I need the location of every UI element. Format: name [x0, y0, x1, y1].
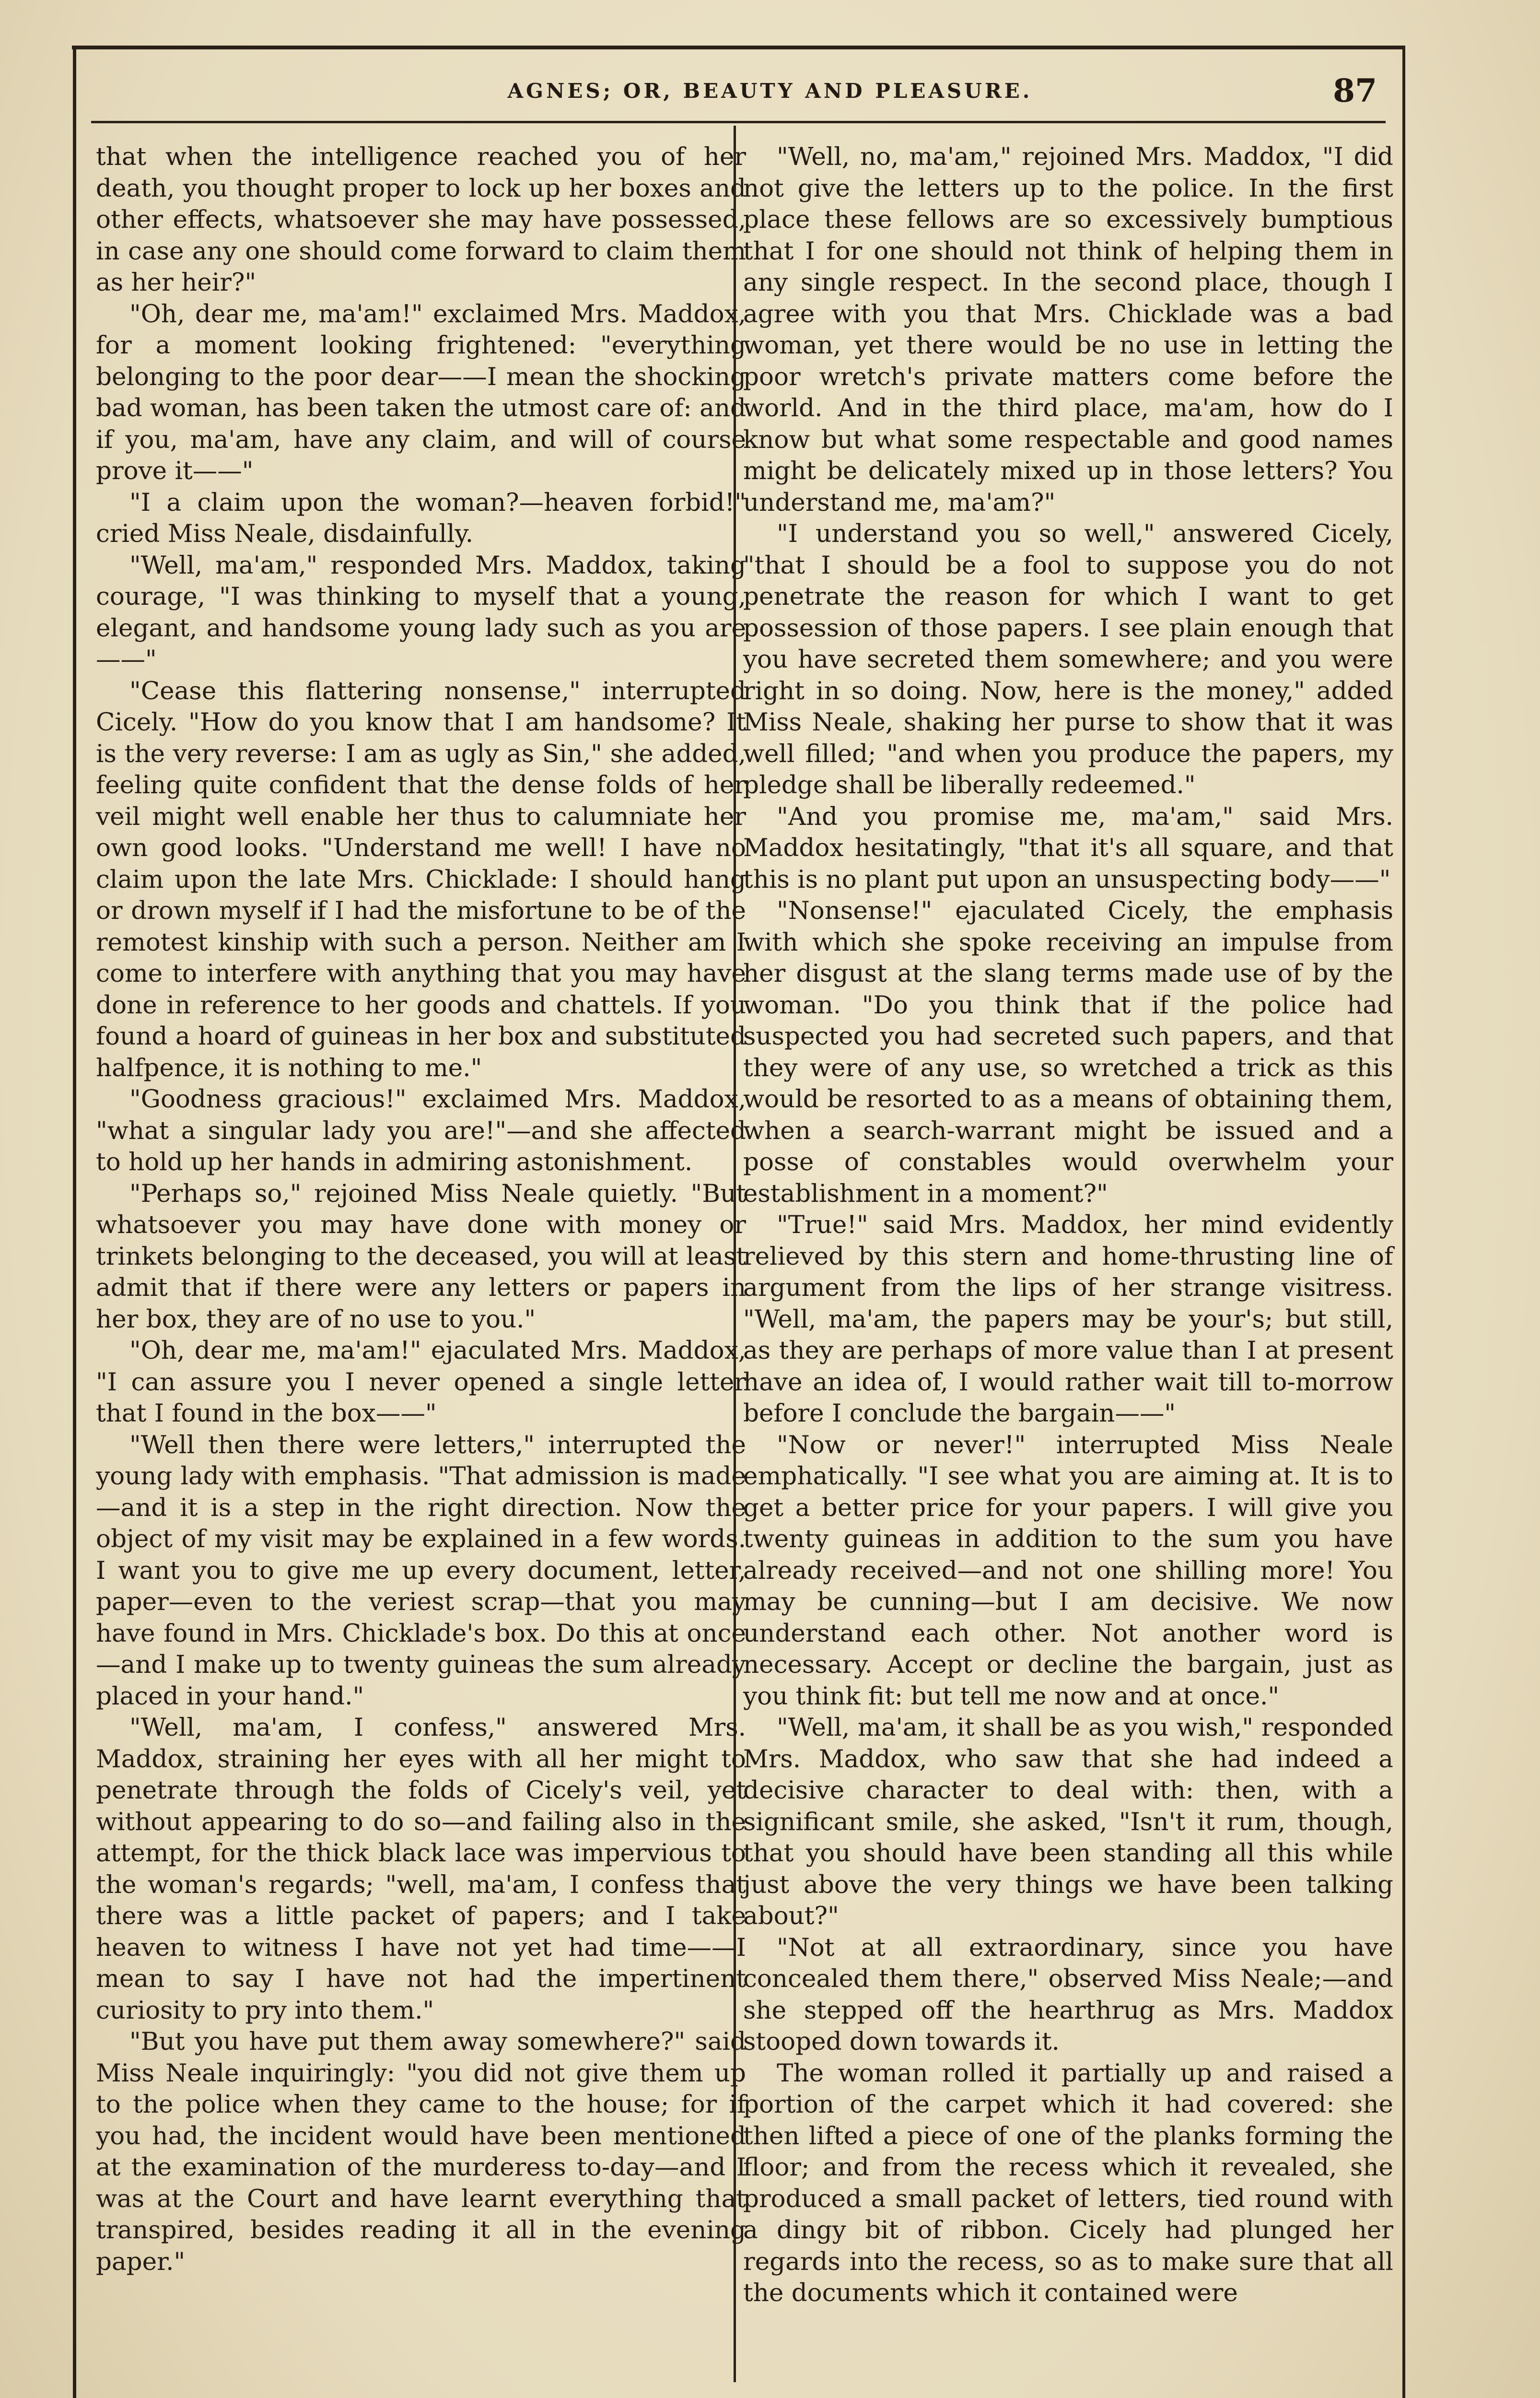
paragraph: "Goodness gracious!" exclaimed Mrs. Maddox, "what a singular lady you are!"—and she affected to hold up her hands in admiring astonishment. — [96, 1085, 746, 1176]
paragraph: "Well, no, ma'am," rejoined Mrs. Maddox, "I did not give the letters up to the police. In the first place these fellows are so excessively bumptious that I for one should not think of helping them in any single respect. In the second place, though I agree with you that Mrs. Chicklade was a bad woman, yet there would be no use in letting the poor wretch's private matters come before the world. And in the third place, ma'am, how do I know but what some respectable and good names might be delicately mixed up in those letters? You understand me, ma'am?" — [743, 142, 1393, 517]
paragraph: "True!" said Mrs. Maddox, her mind evidently relieved by this stern and home-thrusting line of argument from the lips of her strange visitress. "Well, ma'am, the papers may be your's; but still, as they are perhaps of more value than I at present have an idea of, I would rather wait till to-morrow before I conclude the bargain——" — [743, 1211, 1393, 1428]
paragraph: "Well, ma'am, it shall be as you wish," responded Mrs. Maddox, who saw that she had indeed a decisive character to deal with: then, with a significant smile, she asked, "Isn't it rum, though, that you should have been standing all this while just above the very things we have been talking about?" — [743, 1713, 1393, 1930]
paragraph: "I a claim upon the woman?—heaven forbid!" cried Miss Neale, disdainfully. — [96, 488, 746, 548]
paragraph: "Well, ma'am, I confess," answered Mrs. Maddox, straining her eyes with all her might to penetrate through the folds of Cicely's veil, yet without appearing to do so—and failing also in the attempt, for the thick black lace was impervious to the woman's regards; "well, ma'am, I confess that there was a little packet of papers; and I take heaven to witness I have not yet had time——I mean to say I have not had the impertinent curiosity to pry into them." — [96, 1713, 746, 2025]
paragraph: "And you promise me, ma'am," said Mrs. Maddox hesitatingly, "that it's all square, and that this is no plant put upon an unsuspecting body——" — [743, 802, 1393, 894]
left-rule — [73, 46, 76, 2398]
paragraph: "Nonsense!" ejaculated Cicely, the emphasis with which she spoke receiving an impulse from her disgust at the slang terms made use of by the woman. "Do you think that if the police had suspected you had secreted such papers, and that they were of any use, so wretched a trick as this would be resorted to as a means of obtaining them, when a search-warrant might be issued and a posse of constables would overwhelm your establishment in a moment?" — [743, 896, 1393, 1208]
paragraph: "Cease this flattering nonsense," interrupted Cicely. "How do you know that I am handsome? It is the very reverse: I am as ugly as Sin," she added, feeling quite confident that the dense folds of her veil might well enable her thus to calumniate her own good looks. "Understand me well! I have no claim upon the late Mrs. Chicklade: I should hang or drown myself if I had the misfortune to be of the remotest kinship with such a person. Neither am I come to interfere with anything that you may have done in reference to her goods and chattels. If you found a hoard of guineas in her box and substituted halfpence, it is nothing to me." — [96, 676, 746, 1082]
paragraph: "Well, ma'am," responded Mrs. Maddox, taking courage, "I was thinking to myself that a young, elegant, and handsome young lady such as you are——" — [96, 551, 746, 674]
page-number: 87 — [1333, 72, 1377, 109]
top-rule — [72, 46, 1405, 49]
right-column — [743, 141, 1393, 2309]
running-header: AGNES; OR, BEAUTY AND PLEASURE. — [507, 79, 1033, 103]
paragraph: "Perhaps so," rejoined Miss Neale quietly. "But whatsoever you may have done with money or trinkets belonging to the deceased, you will at least admit that if there were any letters or papers in her box, they are of no use to you." — [96, 1179, 746, 1334]
paragraph: that when the intelligence reached you of her death, you thought proper to lock up her boxes and other effects, whatsoever she may have possessed, in case any one should come forward to claim them as her heir?" — [96, 142, 746, 297]
paragraph: "Not at all extraordinary, since you have concealed them there," observed Miss Neale;—and she stepped off the hearthrug as Mrs. Maddox stooped down towards it. — [743, 1933, 1393, 2056]
header-rule — [91, 121, 1386, 123]
paragraph: "Now or never!" interrupted Miss Neale emphatically. "I see what you are aiming at. It is to get a better price for your papers. I will give you twenty guineas in addition to the sum you have already received—and not one shilling more! You may be cunning—but I am decisive. We now understand each other. Not another word is necessary. Accept or decline the bargain, just as you think fit: but tell me now and at once." — [743, 1430, 1393, 1711]
paragraph: The woman rolled it partially up and raised a portion of the carpet which it had covered: she then lifted a piece of one of the planks forming the floor; and from the recess which it revealed, she produced a small packet of letters, tied round with a dingy bit of ribbon. Cicely had plunged her regards into the recess, so as to make sure that all the documents which it contained were — [743, 2058, 1393, 2307]
left-column — [96, 141, 746, 2278]
right-rule — [1402, 46, 1405, 2398]
paragraph: "Oh, dear me, ma'am!" ejaculated Mrs. Maddox, "I can assure you I never opened a single letter that I found in the box——" — [96, 1336, 746, 1428]
paragraph: "But you have put them away somewhere?" said Miss Neale inquiringly: "you did not give them up to the police when they came to the house; for if you had, the incident would have been mentioned at the examination of the murderess to-day—and I was at the Court and have learnt everything that transpired, besides reading it all in the evening paper." — [96, 2027, 746, 2276]
paragraph: "I understand you so well," answered Cicely, "that I should be a fool to suppose you do not penetrate the reason for which I want to get possession of those papers. I see plain enough that you have secreted them somewhere; and you were right in so doing. Now, here is the money," added Miss Neale, shaking her purse to show that it was well filled; "and when you produce the papers, my pledge shall be liberally redeemed." — [743, 519, 1393, 799]
paragraph: "Well then there were letters," interrupted the young lady with emphasis. "That admission is made—and it is a step in the right direction. Now the object of my visit may be explained in a few words. I want you to give me up every document, letter, paper—even to the veriest scrap—that you may have found in Mrs. Chicklade's box. Do this at once—and I make up to twenty guineas the sum already placed in your hand." — [96, 1430, 746, 1711]
paragraph: "Oh, dear me, ma'am!" exclaimed Mrs. Maddox, for a moment looking frightened: "everything belonging to the poor dear——I mean the shocking bad woman, has been taken the utmost care of: and if you, ma'am, have any claim, and will of course prove it——" — [96, 299, 746, 485]
